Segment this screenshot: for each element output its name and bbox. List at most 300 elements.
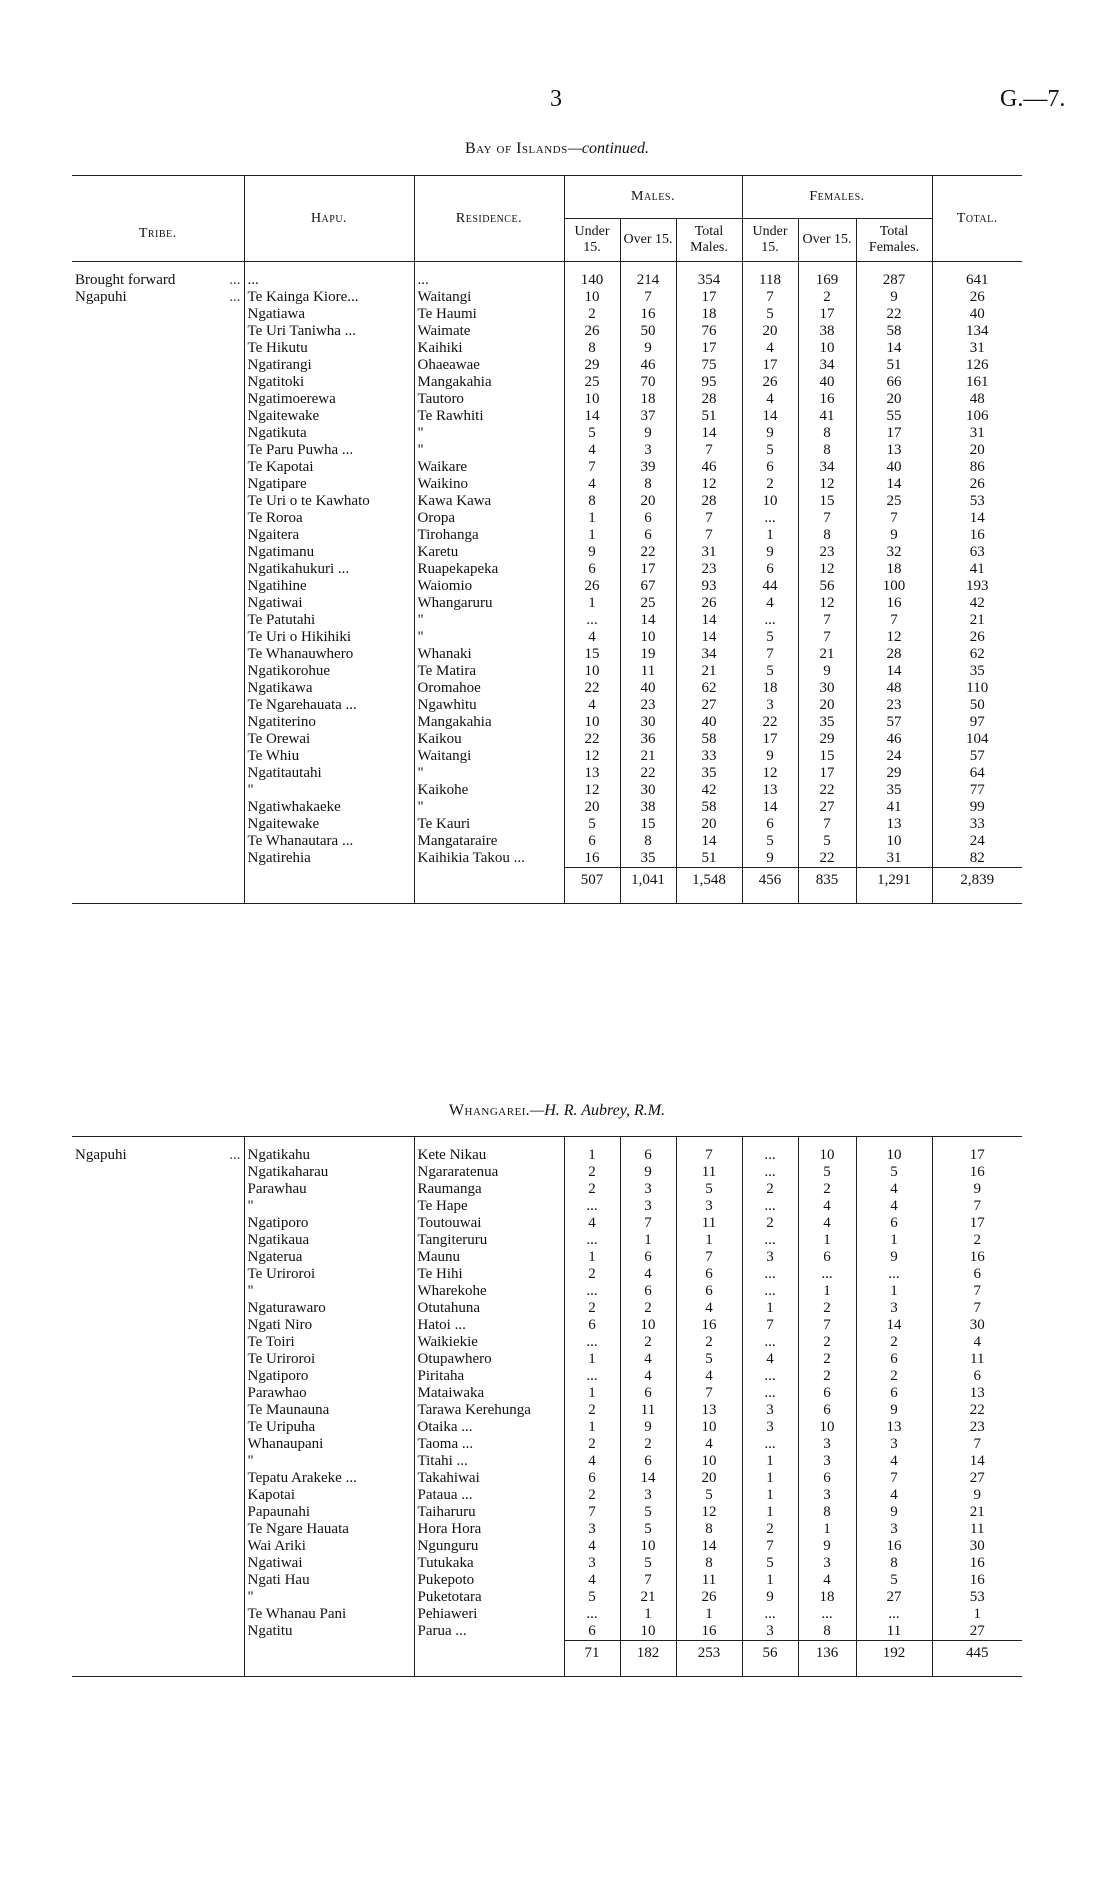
males-under15-cell: 1: [564, 1419, 620, 1436]
table2-caption-rest: .—H. R. Aubrey, R.M.: [525, 1102, 666, 1119]
tribe-cell: [72, 765, 244, 782]
table2-row: [72, 1504, 1022, 1521]
females-over15-cell: 15: [798, 493, 856, 510]
table2-row: [72, 1181, 1022, 1198]
hapu-cell: [244, 731, 414, 748]
hapu-text: Ngatihine: [247, 578, 307, 594]
table2-row: [72, 1606, 1022, 1623]
females-over15-cell: 3: [798, 1453, 856, 1470]
females-over15-cell: 2: [798, 289, 856, 306]
residence-text: Kaikohe: [417, 782, 469, 798]
males-under15-cell: 15: [564, 646, 620, 663]
hapu-text: Ngatirehia: [247, 850, 311, 866]
residence-text: Tarawa Kerehunga: [417, 1402, 531, 1418]
tribe-cell: [72, 850, 244, 868]
hapu-text: Te Roroa: [247, 510, 303, 526]
total-males-cell: 14: [676, 612, 742, 629]
females-under15-cell: 6: [742, 459, 798, 476]
females-over15-cell: 17: [798, 306, 856, 323]
header-females: Females.: [742, 176, 932, 219]
table2-row: [72, 1368, 1022, 1385]
females-under15-cell: 5: [742, 306, 798, 323]
table2-row: [72, 1385, 1022, 1402]
tribe-cell: [72, 1266, 244, 1283]
hapu-cell: [244, 629, 414, 646]
females-under15-cell: 2: [742, 476, 798, 493]
tribe-cell: [72, 1385, 244, 1402]
females-under15-cell: 20: [742, 323, 798, 340]
females-over15-cell: 8: [798, 425, 856, 442]
females-over15-cell: 15: [798, 748, 856, 765]
hapu-text: Te Whanauwhero: [247, 646, 354, 662]
females-under15-cell: 1: [742, 1300, 798, 1317]
hapu-cell: [244, 1504, 414, 1521]
females-over15-cell: 4: [798, 1572, 856, 1589]
hapu-text: ": [247, 1198, 254, 1214]
residence-cell: [414, 1181, 564, 1198]
hapu-text: Whanaupani: [247, 1436, 324, 1452]
tribe-cell: [72, 1317, 244, 1334]
females-over15-cell: 7: [798, 1317, 856, 1334]
residence-cell: [414, 1164, 564, 1181]
total-males-cell: 14: [676, 629, 742, 646]
males-over15-cell: 8: [620, 476, 676, 493]
header-females-under15: Under 15.: [742, 219, 798, 262]
residence-text: Parua ...: [417, 1623, 467, 1639]
residence-text: Te Haumi: [417, 306, 477, 322]
tribe-cell: [72, 1249, 244, 1266]
females-over15-cell: 22: [798, 850, 856, 868]
total-males-cell: 21: [676, 663, 742, 680]
residence-cell: [414, 816, 564, 833]
total-males-cell: 16: [676, 1623, 742, 1641]
total-females-cell: 4: [856, 1487, 932, 1504]
total-males-cell: 3: [676, 1198, 742, 1215]
tribe-cell: [72, 1198, 244, 1215]
total-females-cell: 1: [856, 1283, 932, 1300]
table1-row: [72, 714, 1022, 731]
residence-cell: [414, 391, 564, 408]
residence-cell: [414, 1368, 564, 1385]
total-cell: 20: [932, 442, 1022, 459]
residence-text: Kaihikia Takou ...: [417, 850, 525, 866]
hapu-cell: [244, 510, 414, 527]
table1-caption-main: Bay of Islands: [464, 140, 568, 157]
header-tribe: Tribe.: [138, 225, 177, 241]
females-over15-cell: 12: [798, 595, 856, 612]
residence-text: Te Rawhiti: [417, 408, 484, 424]
males-under15-cell: 16: [564, 850, 620, 868]
paper-code: G.—7.: [1000, 86, 1066, 112]
hapu-text: Te Uriroroi: [247, 1266, 316, 1282]
table2-row: [72, 1487, 1022, 1504]
females-under15-cell: 5: [742, 833, 798, 850]
total-males-cell: 6: [676, 1283, 742, 1300]
males-over15-cell: 7: [620, 289, 676, 306]
table1-totals-row: [72, 868, 1022, 904]
total-females-cell: 51: [856, 357, 932, 374]
hapu-text: Ngati Niro: [247, 1317, 313, 1333]
table2-row: [72, 1249, 1022, 1266]
table2-row: [72, 1572, 1022, 1589]
hapu-cell: [244, 578, 414, 595]
total-males-cell: 75: [676, 357, 742, 374]
total-males-cell: 17: [676, 340, 742, 357]
total-females-cell: 14: [856, 1317, 932, 1334]
males-under15-cell: ...: [564, 1283, 620, 1300]
total-males-cell: 51: [676, 408, 742, 425]
total-cell: 110: [932, 680, 1022, 697]
females-under15-cell: 3: [742, 1419, 798, 1436]
males-under15-cell: 2: [564, 306, 620, 323]
males-over15-cell: 4: [620, 1368, 676, 1385]
males-under15-cell: 29: [564, 357, 620, 374]
residence-cell: [414, 306, 564, 323]
table2-total-cell: 253: [676, 1641, 742, 1677]
females-over15-cell: 34: [798, 459, 856, 476]
header-total-females: Total Females.: [856, 219, 932, 262]
hapu-text: Ngati Hau: [247, 1572, 310, 1588]
tribe-cell: [72, 306, 244, 323]
table2-total-cell: 136: [798, 1641, 856, 1677]
residence-text: Pehiaweri: [417, 1606, 478, 1622]
hapu-text: Te Hikutu: [247, 340, 308, 356]
table1-row: [72, 765, 1022, 782]
males-under15-cell: 2: [564, 1266, 620, 1283]
residence-text: Wharekohe: [417, 1283, 487, 1299]
hapu-text: Te Ngare Hauata: [247, 1521, 349, 1537]
females-under15-cell: 5: [742, 629, 798, 646]
total-cell: 50: [932, 697, 1022, 714]
table1-total-cell: 2,839: [932, 868, 1022, 904]
hapu-text: Ngatitu: [247, 1623, 293, 1639]
hapu-text: Papaunahi: [247, 1504, 310, 1520]
total-males-cell: 20: [676, 816, 742, 833]
residence-cell: [414, 1198, 564, 1215]
residence-text: Mangakahia: [417, 714, 492, 730]
tribe-cell: Ngapuhi ...: [75, 289, 241, 305]
females-under15-cell: 9: [742, 748, 798, 765]
total-males-cell: 14: [676, 1538, 742, 1555]
tribe-text: Ngapuhi: [75, 289, 127, 305]
tribe-text: Ngapuhi: [75, 1147, 127, 1163]
males-over15-cell: 16: [620, 306, 676, 323]
total-cell: 63: [932, 544, 1022, 561]
females-under15-cell: ...: [742, 1198, 798, 1215]
residence-cell: [414, 340, 564, 357]
total-females-cell: 17: [856, 425, 932, 442]
total-cell: 40: [932, 306, 1022, 323]
total-cell: 31: [932, 425, 1022, 442]
table2-row: [72, 1215, 1022, 1232]
females-over15-cell: 4: [798, 1215, 856, 1232]
hapu-cell: [244, 1300, 414, 1317]
residence-cell: [414, 731, 564, 748]
total-cell: 21: [932, 1504, 1022, 1521]
males-under15-cell: 5: [564, 425, 620, 442]
hapu-cell: [244, 833, 414, 850]
females-under15-cell: 3: [742, 697, 798, 714]
females-under15-cell: 1: [742, 1572, 798, 1589]
females-over15-cell: 7: [798, 816, 856, 833]
tribe-cell: [72, 1351, 244, 1368]
total-females-cell: 11: [856, 1623, 932, 1641]
table2-total-cell: 445: [932, 1641, 1022, 1677]
total-females-cell: 6: [856, 1385, 932, 1402]
females-under15-cell: 1: [742, 527, 798, 544]
hapu-cell: [244, 595, 414, 612]
males-over15-cell: 20: [620, 493, 676, 510]
table1-total-cell: 1,548: [676, 868, 742, 904]
residence-text: Karetu: [417, 544, 459, 560]
header-hapu: Hapu.: [244, 176, 414, 262]
females-over15-cell: 8: [798, 1623, 856, 1641]
total-cell: 26: [932, 476, 1022, 493]
table1-row: [72, 833, 1022, 850]
total-cell: 7: [932, 1283, 1022, 1300]
males-under15-cell: 13: [564, 765, 620, 782]
hapu-text: Te Toiri: [247, 1334, 295, 1350]
females-under15-cell: 2: [742, 1215, 798, 1232]
hapu-text: Te Paru Puwha ...: [247, 442, 354, 458]
residence-cell: [414, 1623, 564, 1641]
total-cell: 41: [932, 561, 1022, 578]
hapu-cell: [244, 1623, 414, 1641]
males-over15-cell: 11: [620, 1402, 676, 1419]
residence-cell: [414, 1419, 564, 1436]
males-under15-cell: 2: [564, 1402, 620, 1419]
males-over15-cell: 2: [620, 1436, 676, 1453]
males-under15-cell: 2: [564, 1487, 620, 1504]
males-under15-cell: ...: [564, 612, 620, 629]
table2-totals-row: [72, 1641, 1022, 1677]
hapu-text: Ngatiterino: [247, 714, 316, 730]
table1-body: [72, 262, 1022, 868]
total-cell: 23: [932, 1419, 1022, 1436]
tribe-cell: [72, 1623, 244, 1641]
males-under15-cell: 10: [564, 663, 620, 680]
residence-cell: [414, 425, 564, 442]
total-cell: 1: [932, 1606, 1022, 1623]
table2-row: [72, 1623, 1022, 1641]
females-under15-cell: 17: [742, 731, 798, 748]
residence-text: ": [417, 799, 424, 815]
females-under15-cell: 9: [742, 850, 798, 868]
total-cell: 2: [932, 1232, 1022, 1249]
residence-text: Waikare: [417, 459, 468, 475]
total-females-cell: 25: [856, 493, 932, 510]
table1-row: [72, 646, 1022, 663]
residence-text: Otutahuna: [417, 1300, 480, 1316]
residence-text: Te Matira: [417, 663, 477, 679]
table1-row: [72, 289, 1022, 306]
males-under15-cell: 2: [564, 1300, 620, 1317]
hapu-cell: [244, 459, 414, 476]
tribe-cell: [72, 833, 244, 850]
males-over15-cell: 1: [620, 1232, 676, 1249]
hapu-cell: [244, 1487, 414, 1504]
residence-cell: [414, 1606, 564, 1623]
total-cell: 27: [932, 1623, 1022, 1641]
males-over15-cell: 9: [620, 425, 676, 442]
males-over15-cell: 6: [620, 1249, 676, 1266]
total-females-cell: 9: [856, 1504, 932, 1521]
males-over15-cell: 11: [620, 663, 676, 680]
males-under15-cell: ...: [564, 1198, 620, 1215]
females-over15-cell: 1: [798, 1232, 856, 1249]
table2-total-cell: 192: [856, 1641, 932, 1677]
table2-row: [72, 1198, 1022, 1215]
tribe-cell: [72, 595, 244, 612]
header-females-over15: Over 15.: [798, 219, 856, 262]
hapu-cell: [244, 1419, 414, 1436]
total-females-cell: 55: [856, 408, 932, 425]
residence-cell: [414, 663, 564, 680]
females-over15-cell: 30: [798, 680, 856, 697]
total-females-cell: 7: [856, 1470, 932, 1487]
total-females-cell: 9: [856, 1249, 932, 1266]
total-males-cell: 28: [676, 493, 742, 510]
residence-cell: [414, 459, 564, 476]
males-under15-cell: 1: [564, 510, 620, 527]
residence-text: ...: [417, 272, 429, 288]
table1-row: [72, 510, 1022, 527]
total-females-cell: 4: [856, 1453, 932, 1470]
hapu-cell: [244, 1368, 414, 1385]
residence-cell: [414, 527, 564, 544]
total-females-cell: 57: [856, 714, 932, 731]
males-over15-cell: 10: [620, 1538, 676, 1555]
hapu-cell: [244, 782, 414, 799]
tribe-cell: [72, 442, 244, 459]
table2-row: [72, 1164, 1022, 1181]
total-males-cell: 4: [676, 1368, 742, 1385]
males-over15-cell: 35: [620, 850, 676, 868]
table2-row: [72, 1470, 1022, 1487]
residence-cell: [414, 612, 564, 629]
total-cell: 17: [932, 1147, 1022, 1164]
males-under15-cell: 25: [564, 374, 620, 391]
males-over15-cell: 6: [620, 1453, 676, 1470]
males-over15-cell: 214: [620, 272, 676, 289]
residence-cell: [414, 374, 564, 391]
hapu-cell: [244, 1283, 414, 1300]
females-under15-cell: 5: [742, 442, 798, 459]
table1-row: [72, 527, 1022, 544]
males-under15-cell: 6: [564, 1470, 620, 1487]
hapu-cell: [244, 289, 414, 306]
males-over15-cell: 21: [620, 1589, 676, 1606]
tribe-cell: [72, 1300, 244, 1317]
table2: [72, 1136, 1022, 1677]
total-males-cell: 93: [676, 578, 742, 595]
males-over15-cell: 8: [620, 833, 676, 850]
tribe-cell: [72, 748, 244, 765]
hapu-text: ": [247, 1589, 254, 1605]
hapu-cell: [244, 612, 414, 629]
total-males-cell: 13: [676, 1402, 742, 1419]
residence-cell: [414, 1249, 564, 1266]
residence-text: Te Hihi: [417, 1266, 463, 1282]
residence-text: Puketotara: [417, 1589, 482, 1605]
header-males-over15: Over 15.: [620, 219, 676, 262]
males-under15-cell: 26: [564, 578, 620, 595]
males-over15-cell: 7: [620, 1215, 676, 1232]
hapu-text: Ngatirangi: [247, 357, 312, 373]
males-over15-cell: 3: [620, 1487, 676, 1504]
hapu-text: Ngaterua: [247, 1249, 303, 1265]
total-males-cell: 58: [676, 799, 742, 816]
total-cell: 53: [932, 1589, 1022, 1606]
total-males-cell: 26: [676, 595, 742, 612]
hapu-text: Wai Ariki: [247, 1538, 306, 1554]
total-females-cell: 23: [856, 697, 932, 714]
hapu-cell: [244, 799, 414, 816]
females-under15-cell: 26: [742, 374, 798, 391]
residence-cell: [414, 1572, 564, 1589]
males-over15-cell: 1: [620, 1606, 676, 1623]
total-males-cell: 34: [676, 646, 742, 663]
header-males-under15: Under 15.: [564, 219, 620, 262]
total-females-cell: 12: [856, 629, 932, 646]
males-over15-cell: 14: [620, 612, 676, 629]
hapu-text: ...: [247, 272, 259, 288]
hapu-text: ": [247, 782, 254, 798]
residence-cell: [414, 1555, 564, 1572]
total-cell: 57: [932, 748, 1022, 765]
females-under15-cell: ...: [742, 1283, 798, 1300]
total-cell: 7: [932, 1436, 1022, 1453]
residence-text: Waimate: [417, 323, 471, 339]
total-males-cell: 20: [676, 1470, 742, 1487]
total-females-cell: 58: [856, 323, 932, 340]
males-over15-cell: 19: [620, 646, 676, 663]
total-males-cell: 7: [676, 527, 742, 544]
hapu-text: Te Maunauna: [247, 1402, 330, 1418]
residence-text: Oropa: [417, 510, 455, 526]
table2-row: [72, 1351, 1022, 1368]
hapu-cell: [244, 1402, 414, 1419]
total-males-cell: 8: [676, 1521, 742, 1538]
males-under15-cell: 140: [564, 272, 620, 289]
total-females-cell: 13: [856, 816, 932, 833]
total-males-cell: 1: [676, 1606, 742, 1623]
females-under15-cell: ...: [742, 1385, 798, 1402]
residence-cell: [414, 1402, 564, 1419]
table2-caption-main: Whangarei: [448, 1102, 526, 1119]
total-females-cell: 10: [856, 833, 932, 850]
tribe-cell: [72, 1164, 244, 1181]
hapu-text: Kapotai: [247, 1487, 295, 1503]
males-over15-cell: 46: [620, 357, 676, 374]
residence-text: ": [417, 425, 424, 441]
residence-cell: [414, 1266, 564, 1283]
table1-row: [72, 340, 1022, 357]
females-under15-cell: 6: [742, 561, 798, 578]
females-over15-cell: 12: [798, 561, 856, 578]
males-over15-cell: 9: [620, 1419, 676, 1436]
tribe-cell: [72, 612, 244, 629]
hapu-cell: [244, 1334, 414, 1351]
total-cell: 26: [932, 289, 1022, 306]
tribe-cell: [72, 459, 244, 476]
hapu-cell: [244, 374, 414, 391]
hapu-cell: [244, 493, 414, 510]
total-females-cell: 31: [856, 850, 932, 868]
hapu-cell: [244, 1589, 414, 1606]
residence-cell: [414, 1300, 564, 1317]
total-cell: 6: [932, 1266, 1022, 1283]
